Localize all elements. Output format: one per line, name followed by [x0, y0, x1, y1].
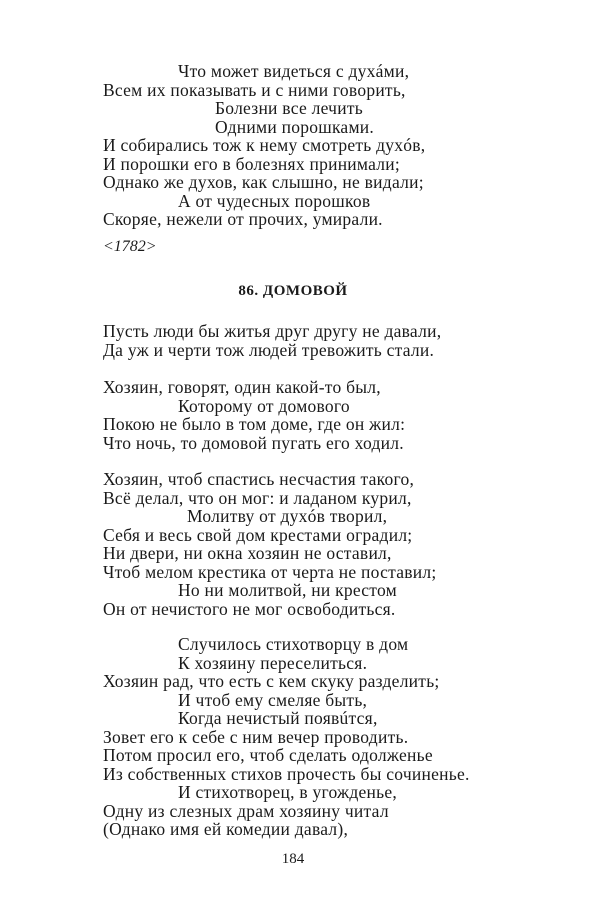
- stanza: [103, 322, 563, 359]
- verse-line: Когда нечистый появúтся,: [178, 708, 378, 728]
- verse-line: Всё делал, что он мог: и ладаном курил,: [103, 487, 412, 508]
- verse-line: Однако же духов, как слышно, не видали;: [103, 172, 424, 192]
- verse-line: Хозяин, говорят, один какой-то был,: [103, 377, 381, 397]
- verse-line: Себя и весь свой дом крестами оградил;: [103, 524, 413, 545]
- verse-line: Что ночь, то домовой пугать его ходил.: [103, 432, 404, 453]
- stanza: [103, 470, 563, 618]
- verse-line: Всем их показывать и с ними говорить,: [103, 79, 406, 100]
- verse-line: Одними порошками.: [215, 116, 375, 137]
- poem-title: 86. ДОМОВОЙ: [238, 283, 348, 299]
- verse-line: Из собственных стихов прочесть бы сочиненье.: [103, 763, 470, 784]
- verse-line: Да уж и черти тож людей тревожить стали.: [103, 339, 435, 360]
- verse-line: И стихотворец, в угожденье,: [178, 782, 398, 802]
- verse-line: Пусть люди бы житья друг другу не давали,: [103, 321, 442, 341]
- verse-line: Зовет его к себе с ним вечер проводить.: [103, 726, 409, 747]
- verse-line: И собирались тож к нему смотреть духóв,: [103, 135, 426, 155]
- verse-line: Потом просил его, чтоб сделать одолженье: [103, 745, 433, 765]
- page-number: 184: [281, 851, 305, 867]
- verse-line: А от чудесных порошков: [178, 190, 371, 211]
- poem-ending: [103, 62, 563, 229]
- verse-line: Что может видеться с духáми,: [178, 61, 410, 81]
- stanza: [103, 635, 563, 839]
- verse-line: Чтоб мелом крестика от черта не поставил;: [103, 561, 437, 582]
- verse-line: Хозяин, чтоб спастись несчастия такого,: [103, 469, 415, 489]
- verse-line: И чтоб ему смеляе быть,: [178, 689, 368, 710]
- verse-line: Покою не было в том доме, где он жил:: [103, 414, 406, 434]
- verse-line: Но ни молитвой, ни крестом: [178, 580, 397, 600]
- verse-line: Скоряе, нежели от прочих, умирали.: [103, 209, 383, 229]
- poem-date: <1782>: [103, 238, 157, 255]
- verse-line: Болезни все лечить: [215, 98, 363, 118]
- verse-line: Которому от домового: [178, 395, 350, 416]
- verse-line: (Однако имя ей комедии давал),: [103, 819, 349, 839]
- verse-line: К хозяину переселиться.: [178, 652, 368, 673]
- verse-line: Одну из слезных драм хозяину читал: [103, 800, 389, 821]
- verse-line: Молитву от духóв творил,: [187, 506, 388, 526]
- verse-line: Случилось стихотворцу в дом: [178, 634, 409, 654]
- verse-line: Он от нечистого не мог освободиться.: [103, 598, 396, 619]
- stanza: [103, 378, 563, 452]
- verse-line: И порошки его в болезнях принимали;: [103, 153, 401, 174]
- verse-line: Ни двери, ни окна хозяин не оставил,: [103, 543, 392, 563]
- verse-line: Хозяин рад, что есть с кем скуку разделить;: [103, 671, 440, 691]
